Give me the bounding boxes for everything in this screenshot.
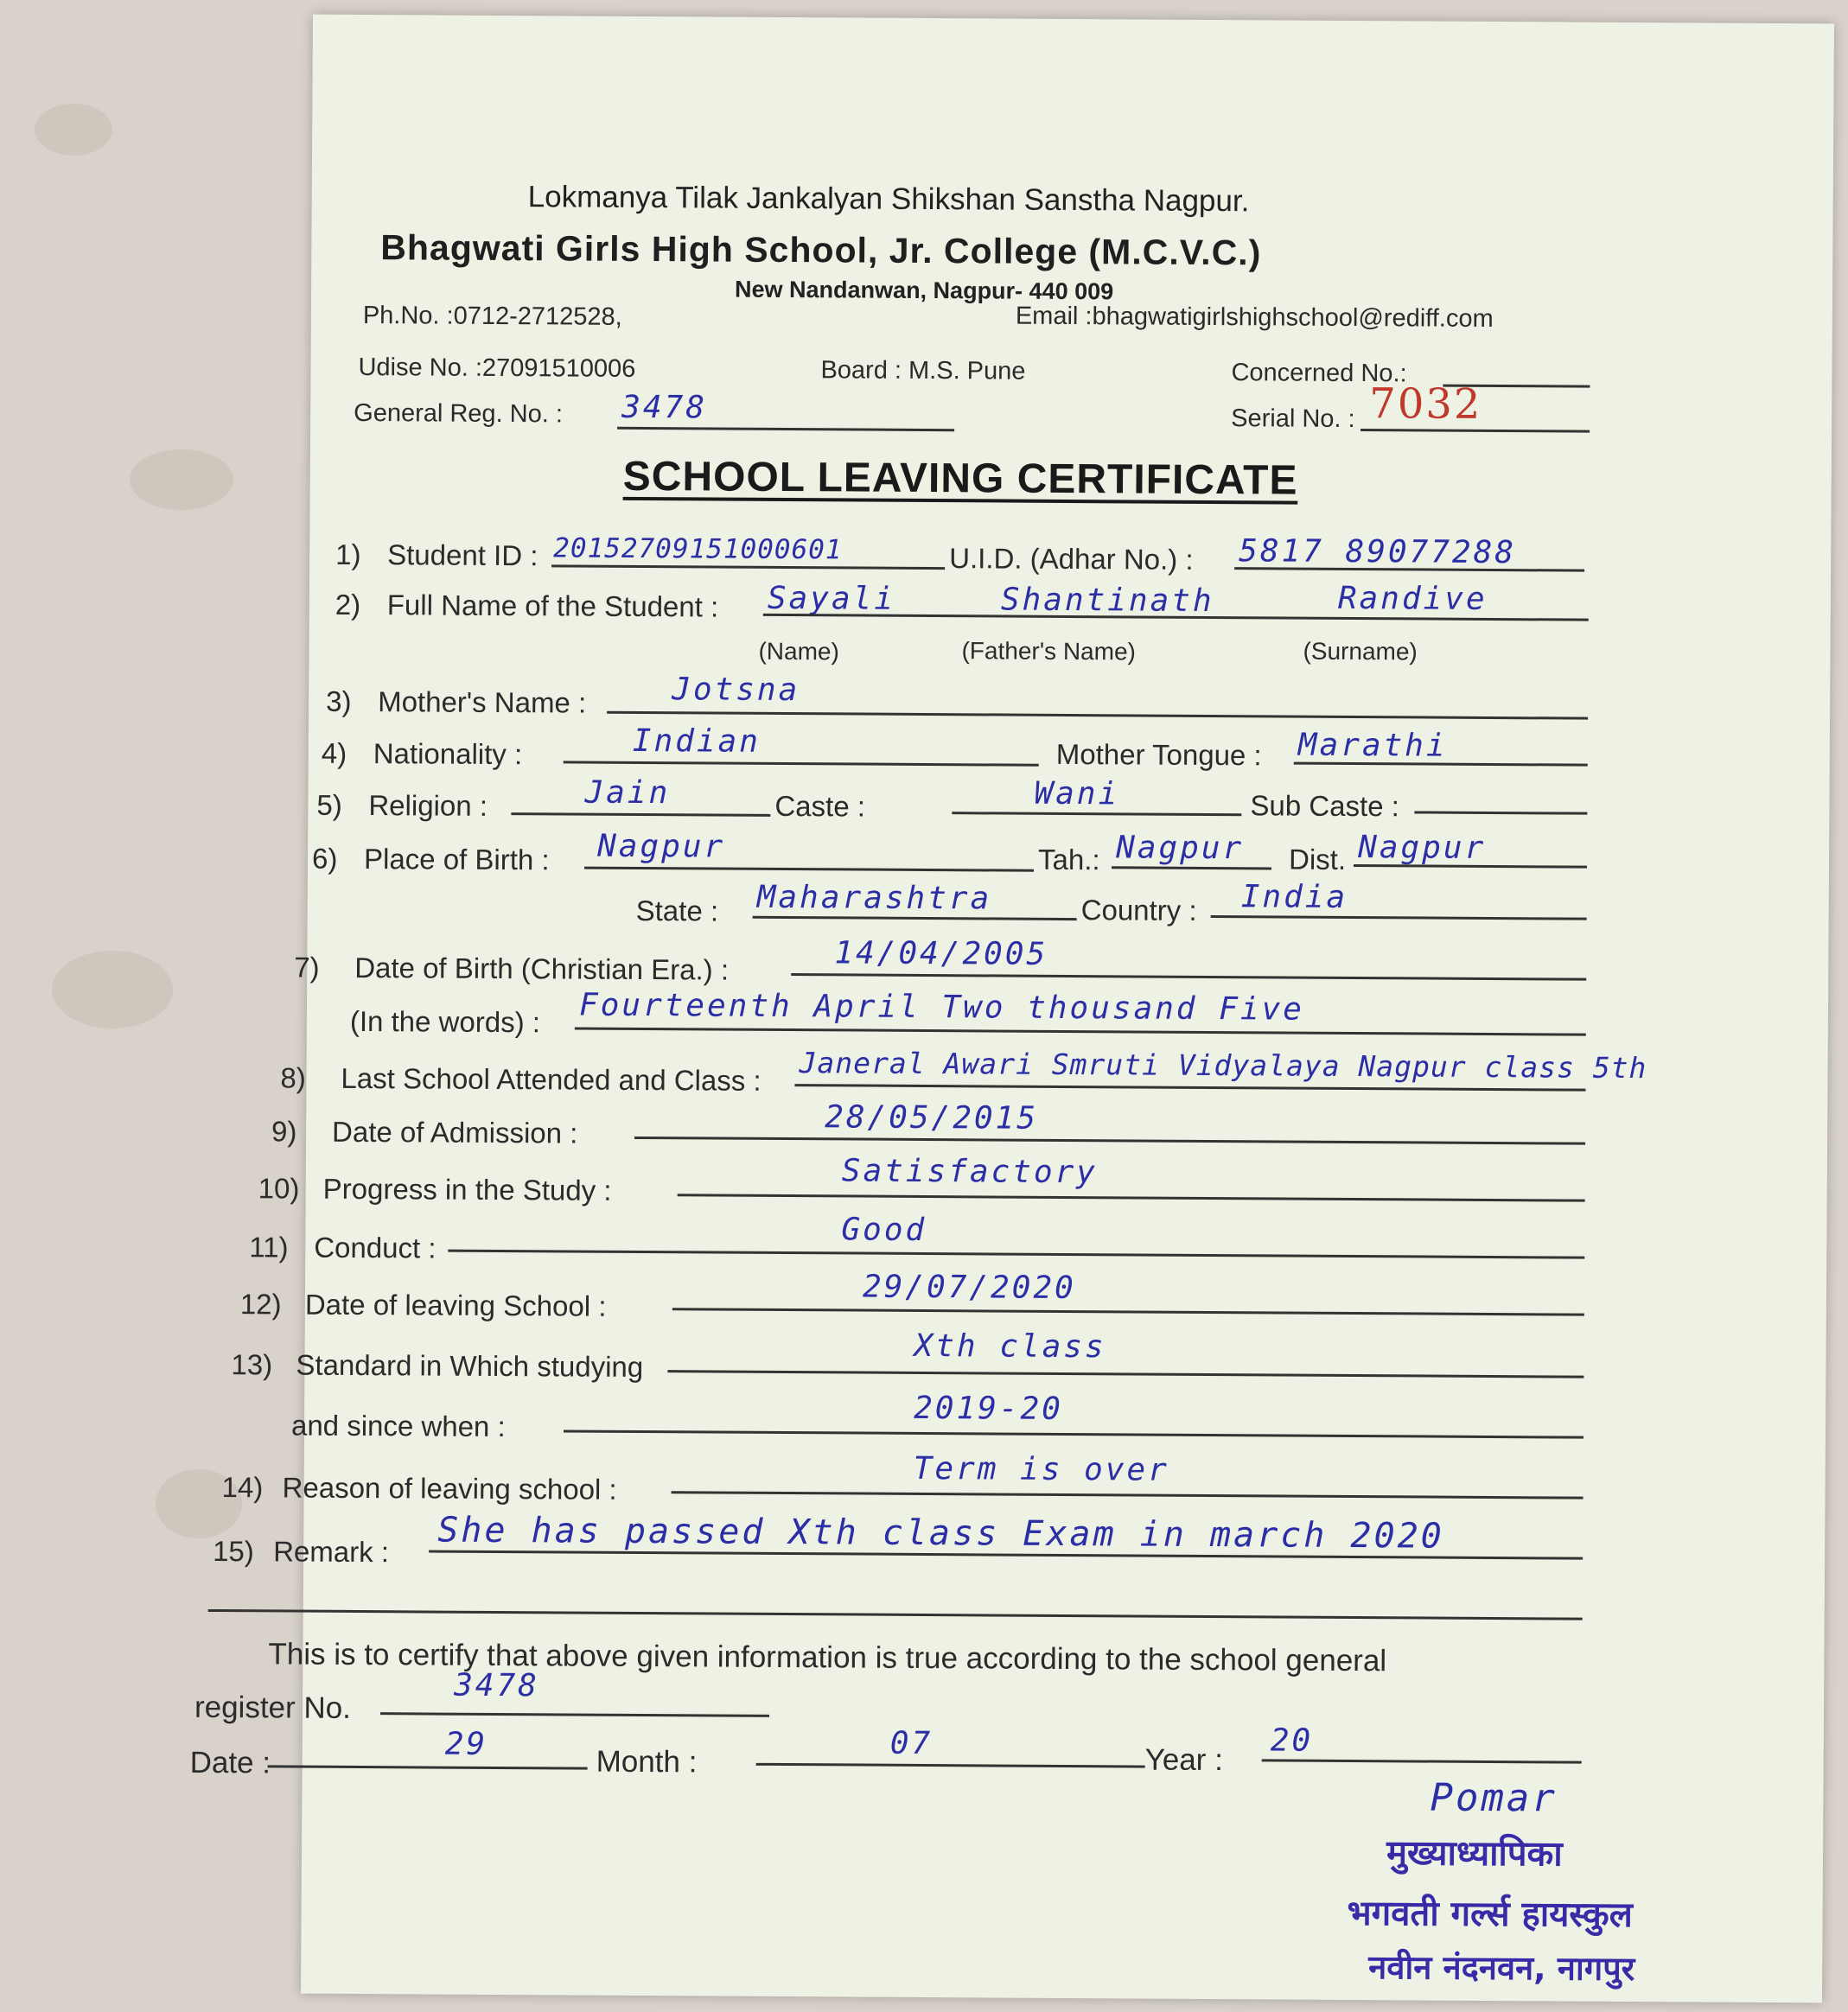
progress-label: Progress in the Study : [322, 1172, 612, 1207]
country-line [1211, 915, 1587, 920]
remark-value: She has passed Xth class Exam in march 2020 [437, 1510, 1444, 1557]
last-school-value: Janeral Awari Smruti Vidyalaya Nagpur class 5th [799, 1046, 1647, 1086]
date-value: 29 [444, 1726, 488, 1762]
field-number: 14) [221, 1471, 264, 1504]
mother-tongue-value: Marathi [1297, 727, 1448, 764]
school-name: Bhagwati Girls High School, Jr. College (M.C.V.C.) [380, 227, 1262, 273]
religion-label: Religion : [368, 789, 488, 822]
nationality-label: Nationality : [373, 737, 523, 771]
standard-line [667, 1370, 1584, 1378]
concerned-label: Concerned No.: [1231, 359, 1407, 388]
month-line [756, 1763, 1145, 1768]
board-name: Board : M.S. Pune [820, 356, 1026, 385]
field-number: 1) [335, 538, 361, 570]
background-texture [52, 951, 173, 1028]
uid-value: 5817 89077288 [1239, 533, 1517, 571]
principal-signature: Pomar [1430, 1775, 1558, 1821]
field-number: 2) [335, 588, 361, 621]
student-id-value: 20152709151000601 [553, 532, 843, 566]
admission-label: Date of Admission : [332, 1115, 578, 1149]
remark-label: Remark : [273, 1535, 390, 1569]
sanstha-name: Lokmanya Tilak Jankalyan Shikshan Sanstha Nagpur. [527, 180, 1250, 219]
caste-line [952, 812, 1241, 816]
leaving-date-value: 29/07/2020 [862, 1269, 1076, 1307]
background-texture [35, 104, 112, 156]
field-number: 8) [280, 1061, 306, 1094]
dob-words-label: (In the words) : [349, 1004, 541, 1039]
register-label: register No. [194, 1690, 352, 1725]
state-line [753, 916, 1077, 920]
field-number: 10) [258, 1172, 300, 1205]
field-number: 13) [231, 1348, 273, 1381]
dob-value: 14/04/2005 [834, 935, 1048, 972]
school-address: New Nandanwan, Nagpur- 440 009 [734, 276, 1114, 305]
date-line [268, 1765, 588, 1769]
general-reg-label: General Reg. No. : [354, 398, 564, 429]
stamp-address: नवीन नंदनवन, नागपुर [1368, 1948, 1635, 1989]
stamp-school-name: भगवती गर्ल्स हायस्कुल [1347, 1893, 1633, 1936]
serial-line [1361, 429, 1590, 433]
name-caption: (Name) [758, 637, 839, 665]
since-label: and since when : [290, 1409, 506, 1443]
religion-line [511, 812, 770, 817]
remark-extra-line [208, 1609, 1583, 1620]
district-value: Nagpur [1358, 830, 1487, 866]
month-value: 07 [889, 1725, 934, 1762]
student-surname: Randive [1337, 580, 1488, 617]
udise-number: Udise No. :27091510006 [358, 353, 636, 383]
field-number: 7) [294, 951, 320, 984]
admission-line [634, 1137, 1585, 1145]
country-value: India [1240, 879, 1348, 915]
progress-line [678, 1194, 1585, 1201]
register-value: 3478 [454, 1667, 540, 1704]
field-number: 5) [316, 788, 342, 821]
place-of-birth-value: Nagpur [597, 828, 726, 865]
last-school-label: Last School Attended and Class : [341, 1061, 762, 1097]
district-label: Dist. [1288, 843, 1347, 875]
student-first-name: Sayali [767, 580, 896, 617]
reason-line [672, 1491, 1584, 1499]
background-texture [130, 449, 233, 510]
certificate-paper [189, 15, 1834, 2003]
last-school-line [794, 1084, 1585, 1092]
mother-name-label: Mother's Name : [378, 685, 587, 719]
date-label: Date : [189, 1745, 271, 1780]
dob-line [791, 973, 1586, 981]
mother-name-value: Jotsna [672, 672, 800, 709]
caste-value: Wani [1034, 775, 1120, 812]
email-address: Email :bhagwatigirlshighschool@rediff.com [1015, 302, 1494, 333]
mother-tongue-label: Mother Tongue : [1055, 737, 1262, 772]
uid-label: U.I.D. (Adhar No.) : [949, 542, 1194, 576]
caste-label: Caste : [774, 789, 866, 823]
serial-label: Serial No. : [1231, 404, 1355, 434]
tahsil-label: Tah.: [1037, 843, 1100, 876]
since-value: 2019-20 [914, 1390, 1064, 1427]
dob-words-line [575, 1028, 1586, 1036]
general-reg-value: 3478 [621, 389, 708, 426]
leaving-date-label: Date of leaving School : [304, 1288, 607, 1322]
progress-value: Satisfactory [841, 1153, 1099, 1191]
religion-value: Jain [584, 774, 671, 812]
full-name-label: Full Name of the Student : [386, 589, 719, 623]
year-value: 20 [1270, 1722, 1314, 1759]
field-number: 6) [311, 842, 338, 875]
certify-statement: This is to certify that above given information is true according to the school general [268, 1637, 1387, 1678]
leaving-date-line [672, 1308, 1584, 1315]
surname-caption: (Surname) [1303, 637, 1418, 665]
standard-label: Standard in Which studying [296, 1348, 644, 1384]
stamp-designation: मुख्याध्यापिका [1386, 1833, 1563, 1875]
field-number: 15) [213, 1534, 254, 1568]
student-id-label: Student ID : [387, 538, 538, 572]
field-number: 11) [249, 1231, 289, 1264]
nationality-value: Indian [632, 723, 762, 760]
field-number: 9) [271, 1115, 297, 1148]
field-number: 4) [321, 736, 347, 769]
sub-caste-line [1414, 811, 1587, 814]
certificate-title: SCHOOL LEAVING CERTIFICATE [622, 453, 1298, 504]
place-of-birth-line [584, 867, 1034, 872]
mother-tongue-line [1294, 762, 1588, 767]
month-label: Month : [596, 1744, 698, 1780]
nationality-line [564, 761, 1039, 766]
country-label: Country : [1080, 894, 1197, 926]
state-label: State : [635, 894, 719, 927]
father-name-caption: (Father's Name) [961, 637, 1137, 665]
admission-value: 28/05/2015 [825, 1099, 1039, 1137]
tahsil-line [1112, 866, 1271, 869]
year-label: Year : [1144, 1742, 1223, 1778]
standard-value: Xth class [914, 1328, 1106, 1366]
mother-name-line [607, 711, 1588, 720]
student-father-name: Shantinath [1000, 582, 1214, 620]
reason-label: Reason of leaving school : [282, 1471, 617, 1506]
dob-label: Date of Birth (Christian Era.) : [354, 951, 730, 986]
phone-number: Ph.No. :0712-2712528, [362, 302, 622, 331]
place-of-birth-label: Place of Birth : [363, 843, 550, 876]
tahsil-value: Nagpur [1116, 830, 1245, 867]
sub-caste-label: Sub Caste : [1250, 789, 1399, 823]
general-reg-line [617, 427, 954, 431]
serial-number: 7032 [1369, 379, 1482, 429]
state-value: Maharashtra [756, 879, 992, 917]
field-number: 12) [239, 1288, 282, 1321]
dob-words-value: Fourteenth April Two thousand Five [578, 987, 1305, 1028]
student-id-line [551, 564, 945, 570]
since-line [564, 1429, 1584, 1438]
field-number: 3) [326, 684, 352, 717]
district-line [1354, 864, 1587, 869]
conduct-value: Good [841, 1212, 927, 1249]
year-line [1262, 1759, 1582, 1763]
register-line [380, 1712, 769, 1717]
conduct-label: Conduct : [314, 1231, 437, 1264]
uid-line [1234, 567, 1584, 571]
reason-value: Term is over [913, 1450, 1169, 1488]
conduct-line [448, 1250, 1584, 1259]
